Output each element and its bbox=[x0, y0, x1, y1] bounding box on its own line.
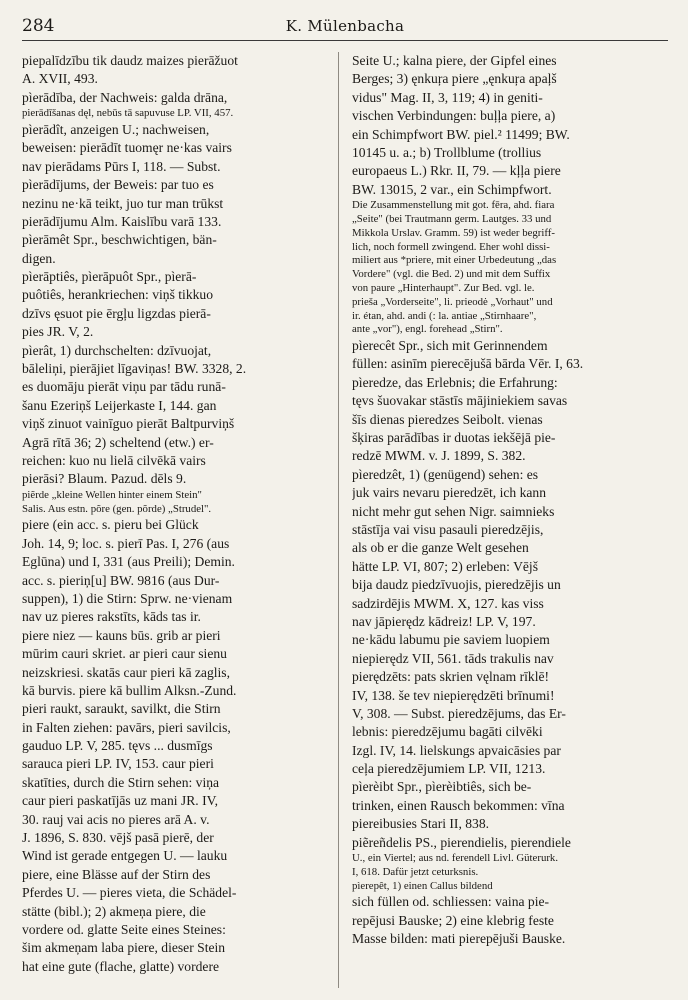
text-line: pìerādība, der Nachweis: galda drāna, bbox=[22, 89, 228, 105]
text-line: pies JR. V, 2. bbox=[22, 324, 94, 340]
text-line: tęvs šuovakar stāstīs mājiniekiem savas bbox=[352, 393, 568, 409]
text-line: redzē MWM. v. J. 1899, S. 382. bbox=[352, 448, 526, 464]
text-line: šķiras parādības ir duotas iekšējā pie- bbox=[352, 430, 556, 446]
text-line: I, 618. Dafür jetzt ceturksnis. bbox=[352, 865, 479, 878]
text-line: puôtiês, herankriechen: viņš tikkuo bbox=[22, 287, 214, 303]
text-line: prieša „Vorderseite", li. prieodė „Vorhaut" und bbox=[352, 295, 553, 308]
text-line: Pferdes U. — pieres vieta, die Schädel- bbox=[22, 885, 237, 901]
text-line: beweisen: pierādīt tuomęr ne·kas vairs bbox=[22, 140, 232, 156]
text-line: Joh. 14, 9; loc. s. pierī Pas. I, 276 (aus bbox=[22, 535, 230, 551]
text-line: J. 1896, S. 830. vējš pasā pierē, der bbox=[22, 830, 214, 846]
text-line: V, 308. — Subst. pieredzējums, das Er- bbox=[352, 705, 566, 721]
text-line: ein Schimpfwort BW. piel.² 11499; BW. bbox=[352, 126, 570, 142]
text-line: bija daudz piedzīvuojis, pieredzējis un bbox=[352, 577, 561, 593]
text-line: Die Zusammenstellung mit got. fēra, ahd. fiara bbox=[352, 199, 555, 212]
text-line: Berges; 3) ęnkuŗa piere „ęnkuŗa apaļš bbox=[352, 71, 557, 87]
text-line: „Seite" (bei Trautmann germ. Lautges. 33 und bbox=[352, 212, 552, 225]
text-line: ante „vor"), engl. forehead „Stirn". bbox=[352, 323, 503, 336]
text-line: hat eine gute (flache, glatte) vordere bbox=[22, 958, 220, 974]
text-line: repējusi Bauske; 2) eine klebrig feste bbox=[352, 912, 554, 928]
text-line: in Falten ziehen: pavārs, pieri savilcis, bbox=[22, 719, 231, 735]
text-line: acc. s. pieriņ[u] BW. 9816 (aus Dur- bbox=[22, 572, 220, 588]
text-line: Masse bilden: mati pierepējuši Bauske. bbox=[352, 931, 566, 947]
text-line: piere niez — kauns būs. grib ar pieri bbox=[22, 627, 221, 643]
text-line: pierędzēts: pats skrien vęlnam rīklē! bbox=[352, 669, 550, 685]
text-line: kā burvis. piere kā bullim Alksn.-Zund. bbox=[22, 682, 237, 698]
text-line: BW. 13015, 2 var., ein Schimpfwort. bbox=[352, 181, 552, 197]
text-line: hätte LP. VI, 807; 2) erleben: Vējš bbox=[352, 558, 538, 574]
text-line: reichen: kuo nu lielā cilvēkā vairs bbox=[22, 453, 206, 468]
text-line: Salis. Aus estn. põre (gen. põrde) „Strudel". bbox=[22, 502, 212, 515]
text-line: als ob er die ganze Welt gesehen bbox=[352, 540, 529, 556]
text-line: vischen Verbindungen: buļļa piere, a) bbox=[352, 108, 556, 124]
column-divider bbox=[338, 52, 339, 988]
text-line: europaeus L.) Rkr. II, 79. — kļļa piere bbox=[352, 163, 561, 179]
text-line: nicht mehr gut sehen Nigr. saimnieks bbox=[352, 503, 555, 519]
text-line: Vordere" (vgl. die Bed. 2) und mit dem Suffix bbox=[352, 268, 551, 281]
text-line: nav uz pieres rakstīts, kāds tas ir. bbox=[22, 609, 201, 625]
text-line: füllen: asinīm pierecējušā bārda Vēr. I, 63. bbox=[352, 356, 584, 372]
text-line: nezinu ne·kā teikt, juo tur man trūkst bbox=[22, 195, 224, 211]
left-column bbox=[22, 52, 338, 976]
text-line: lebnis: pieredzējumu bagāti cilvēki bbox=[352, 724, 543, 740]
text-line: A. XVII, 493. bbox=[22, 71, 98, 87]
text-line: von paure „Hinterhaupt". Zur Bed. vgl. le. bbox=[352, 281, 535, 294]
text-line: sich füllen od. schliessen: vaina pie- bbox=[352, 894, 550, 910]
text-line: lich, noch formell zwingend. Eher wohl dissi- bbox=[352, 240, 550, 253]
text-line: miliert aus *priere, mit einer Urbedeutung „das bbox=[352, 254, 557, 267]
text-line: Eglūna) und I, 331 (aus Preili); Demin. bbox=[22, 554, 235, 570]
text-line: es duomāju pierāt viņu par tādu runā- bbox=[22, 379, 226, 395]
text-line: mūrim cauri skriet. ar pieri caur sienu bbox=[22, 646, 227, 662]
text-line: Wind ist gerade entgegen U. — lauku bbox=[22, 848, 228, 864]
text-line: pìerât, 1) durchschelten: dzīvuojat, bbox=[22, 342, 212, 358]
text-line: piere (ein acc. s. pieru bei Glück bbox=[22, 517, 199, 533]
text-line: niepierędz VII, 561. tāds trakulis nav bbox=[352, 650, 554, 666]
page-number: 284 bbox=[22, 16, 55, 36]
text-line: gauduo LP. V, 285. tęvs ... dusmīgs bbox=[22, 738, 213, 754]
text-line: ne·kādu labumu pie saviem luopiem bbox=[352, 632, 550, 648]
text-line: sadzirdējis MWM. X, 127. kas viss bbox=[352, 595, 544, 611]
text-line: piẽreñdelis PS., pierendielis, pierendiele bbox=[352, 834, 571, 850]
text-line: 30. rauj vai acis no pieres arā A. v. bbox=[22, 811, 210, 827]
page-header bbox=[22, 14, 668, 41]
text-line: šim akmeņam laba piere, dieser Stein bbox=[22, 940, 226, 956]
text-line: pìerepêt, 1) einen Callus bildend bbox=[352, 879, 493, 892]
text-line: piere, eine Blässe auf der Stirn des bbox=[22, 866, 211, 882]
text-line: 10145 u. a.; b) Trollblume (trollius bbox=[352, 144, 542, 160]
text-line: bāleliņi, pierājiet līgaviņas! BW. 3328, 2. bbox=[22, 361, 247, 377]
text-line: nav jāpierędz kādreiz! LP. V, 197. bbox=[352, 613, 536, 629]
text-line: šīs dienas pieredzes Seibolt. vienas bbox=[352, 411, 543, 427]
text-line: pìerecêt Spr., sich mit Gerinnendem bbox=[352, 338, 548, 354]
text-line: pìeredze, das Erlebnis; die Erfahrung: bbox=[352, 374, 558, 390]
text-line: piepalīdzību tik daudz maizes pierāžuot bbox=[22, 53, 238, 68]
text-line: ir. étan, ahd. andi (: la. antiae „Stirnhaare", bbox=[352, 309, 537, 322]
text-line: vordere od. glatte Seite eines Steines: bbox=[22, 921, 226, 937]
text-line: pieri raukt, saraukt, savilkt, die Stirn bbox=[22, 701, 221, 717]
text-line: pìerādît, anzeigen U.; nachweisen, bbox=[22, 121, 210, 137]
text-line: pierādījumu Alm. Kaislību varā 133. bbox=[22, 213, 222, 229]
text-line: Agrā rītā 36; 2) scheltend (etw.) er- bbox=[22, 434, 214, 450]
text-line: šanu Ezeriņš Leijerkaste I, 144. gan bbox=[22, 397, 217, 413]
text-line: ceļa pieredzējumiem LP. VII, 1213. bbox=[352, 761, 546, 777]
text-line: pìerèibt Spr., pìerèibtiês, sich be- bbox=[352, 779, 532, 795]
text-line: pìeredzêt, 1) (genügend) sehen: es bbox=[352, 466, 539, 482]
text-line: caur pieri paskatījās uz mani JR. IV, bbox=[22, 793, 219, 809]
text-line: pìerāmêt Spr., beschwichtigen, bän- bbox=[22, 232, 217, 248]
running-title: K. Mülenbacha bbox=[285, 17, 405, 35]
text-line: pìerādījums, der Beweis: par tuo es bbox=[22, 177, 214, 193]
text-line: suppen), 1) die Stirn: Sprw. ne·vienam bbox=[22, 590, 233, 606]
text-line: IV, 138. še tev niepierędzēti brīnumi! bbox=[352, 687, 555, 703]
right-column bbox=[352, 52, 668, 949]
text-line: Izgl. IV, 14. lielskungs apvaicāsies par bbox=[352, 742, 561, 758]
text-line: stätte (bibl.); 2) akmeņa piere, die bbox=[22, 903, 206, 919]
text-line: pierāsi? Blaum. Pazud. dēls 9. bbox=[22, 471, 187, 487]
text-line: pierādīšanas dęl, nebūs tā sapuvuse LP. VII, 457. bbox=[22, 107, 234, 120]
text-line: dzīvs ęsuot pie ērgļu ligzdas pierā- bbox=[22, 305, 211, 321]
text-line: sarauca pieri LP. IV, 153. caur pieri bbox=[22, 756, 214, 772]
text-line: Seite U.; kalna piere, der Gipfel eines bbox=[352, 53, 557, 68]
text-line: nav pierādams Pūrs I, 118. — Subst. bbox=[22, 158, 221, 174]
text-line: trinken, einen Rausch bekommen: vīna bbox=[352, 797, 565, 813]
text-line: juk vairs nevaru pieredzēt, ich kann bbox=[352, 485, 547, 501]
text-line: piereibusies Stari II, 838. bbox=[352, 816, 490, 832]
text-line: stāstīja vai visu pasauli pieredzējis, bbox=[352, 522, 544, 537]
text-line: Mikkola Urslav. Gramm. 59) ist weder begriff- bbox=[352, 226, 555, 239]
text-line: viņš zinuot vainīguo pierāt Baltpurviņš bbox=[22, 416, 235, 432]
text-line: vidus" Mag. II, 3, 119; 4) in geniti- bbox=[352, 89, 543, 105]
text-line: skatīties, durch die Stirn sehen: viņa bbox=[22, 774, 220, 790]
text-line: pìerāptiês, pìerāpuôt Spr., pìerā- bbox=[22, 269, 197, 285]
text-line: digen. bbox=[22, 250, 56, 266]
text-line: piẽrde „kleine Wellen hinter einem Stein" bbox=[22, 488, 202, 501]
text-line: U., ein Viertel; aus nd. ferendell Livl. Güterurk. bbox=[352, 852, 559, 865]
text-line: neizskriesi. skatās caur pieri kā zaglis, bbox=[22, 664, 230, 680]
